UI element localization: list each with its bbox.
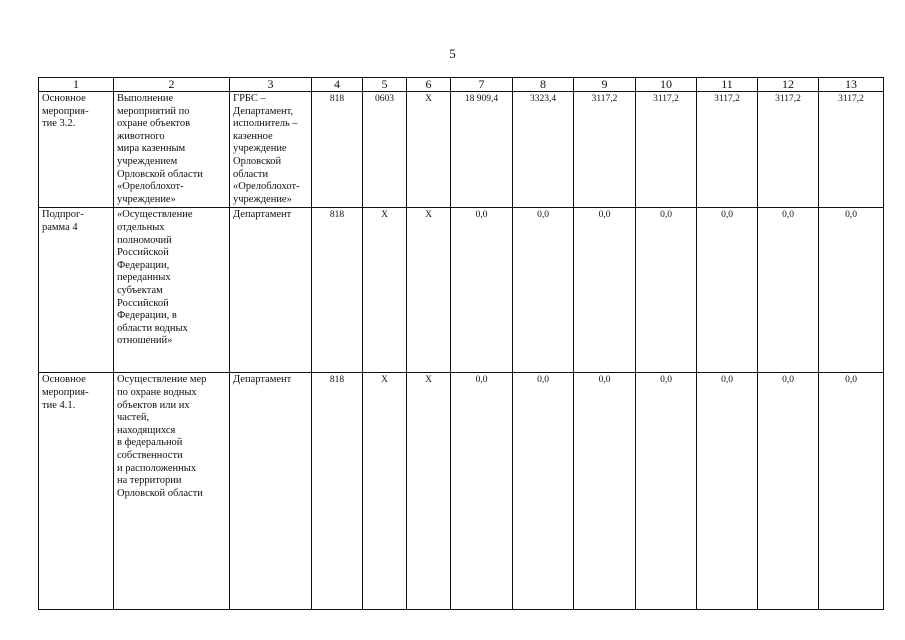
- table-cell: 0,0: [574, 208, 636, 373]
- table-cell: 0,0: [819, 208, 884, 373]
- table-cell: 0,0: [513, 208, 574, 373]
- row-code-cell: Основное мероприя- тие 4.1.: [39, 373, 114, 610]
- row-code-cell: Подпрог- рамма 4: [39, 208, 114, 373]
- table-cell: 0,0: [758, 208, 819, 373]
- column-header: 6: [407, 78, 451, 92]
- table-cell: 0,0: [697, 373, 758, 610]
- table-cell: X: [363, 208, 407, 373]
- table-cell: 3117,2: [819, 92, 884, 208]
- table-cell: 0,0: [697, 208, 758, 373]
- row-title-cell: Выполнение мероприятий по охране объектов животного мира казенным учреждением Орловской области «Орелоблохот- учреждение»: [114, 92, 230, 208]
- table-cell: 0,0: [451, 373, 513, 610]
- column-header: 10: [636, 78, 697, 92]
- table-cell: 3117,2: [697, 92, 758, 208]
- table-row: [39, 92, 884, 208]
- column-header: 11: [697, 78, 758, 92]
- row-code-cell: Основное мероприя- тие 3.2.: [39, 92, 114, 208]
- column-header: 13: [819, 78, 884, 92]
- table-cell: 0,0: [513, 373, 574, 610]
- row-executor-cell: Департамент: [230, 373, 312, 610]
- table-cell: 0,0: [636, 373, 697, 610]
- table-cell: 0603: [363, 92, 407, 208]
- column-header: 8: [513, 78, 574, 92]
- table-row: [39, 208, 884, 373]
- table-cell: 3323,4: [513, 92, 574, 208]
- row-executor-cell: ГРБС – Департамент, исполнитель – казенное учреждение Орловской области «Орелоблохот- учреждение»: [230, 92, 312, 208]
- program-table: [38, 77, 884, 610]
- table-cell: X: [407, 208, 451, 373]
- column-header: 4: [312, 78, 363, 92]
- table-cell: X: [407, 373, 451, 610]
- column-header: 1: [39, 78, 114, 92]
- table-cell: 18 909,4: [451, 92, 513, 208]
- table-cell: 0,0: [451, 208, 513, 373]
- table-cell: 818: [312, 92, 363, 208]
- table-cell: 3117,2: [758, 92, 819, 208]
- column-header: 5: [363, 78, 407, 92]
- table-cell: 0,0: [819, 373, 884, 610]
- column-header: 3: [230, 78, 312, 92]
- table-cell: 3117,2: [574, 92, 636, 208]
- table-cell: 818: [312, 373, 363, 610]
- table-cell: X: [363, 373, 407, 610]
- table-row: [39, 373, 884, 610]
- column-header: 12: [758, 78, 819, 92]
- header-row: [39, 78, 884, 92]
- table-cell: 818: [312, 208, 363, 373]
- row-title-cell: «Осуществление отдельных полномочий Российской Федерации, переданных субъектам Российской Федерации, в области водных отношений»: [114, 208, 230, 373]
- column-header: 2: [114, 78, 230, 92]
- table-cell: 3117,2: [636, 92, 697, 208]
- table-cell: 0,0: [636, 208, 697, 373]
- table-cell: X: [407, 92, 451, 208]
- page-number: 5: [449, 46, 456, 61]
- row-executor-cell: Департамент: [230, 208, 312, 373]
- row-title-cell: Осуществление мер по охране водных объектов или их частей, находящихся в федеральной собственности и расположенных на территории Орловской области: [114, 373, 230, 610]
- column-header: 9: [574, 78, 636, 92]
- table-cell: 0,0: [758, 373, 819, 610]
- column-header: 7: [451, 78, 513, 92]
- table-cell: 0,0: [574, 373, 636, 610]
